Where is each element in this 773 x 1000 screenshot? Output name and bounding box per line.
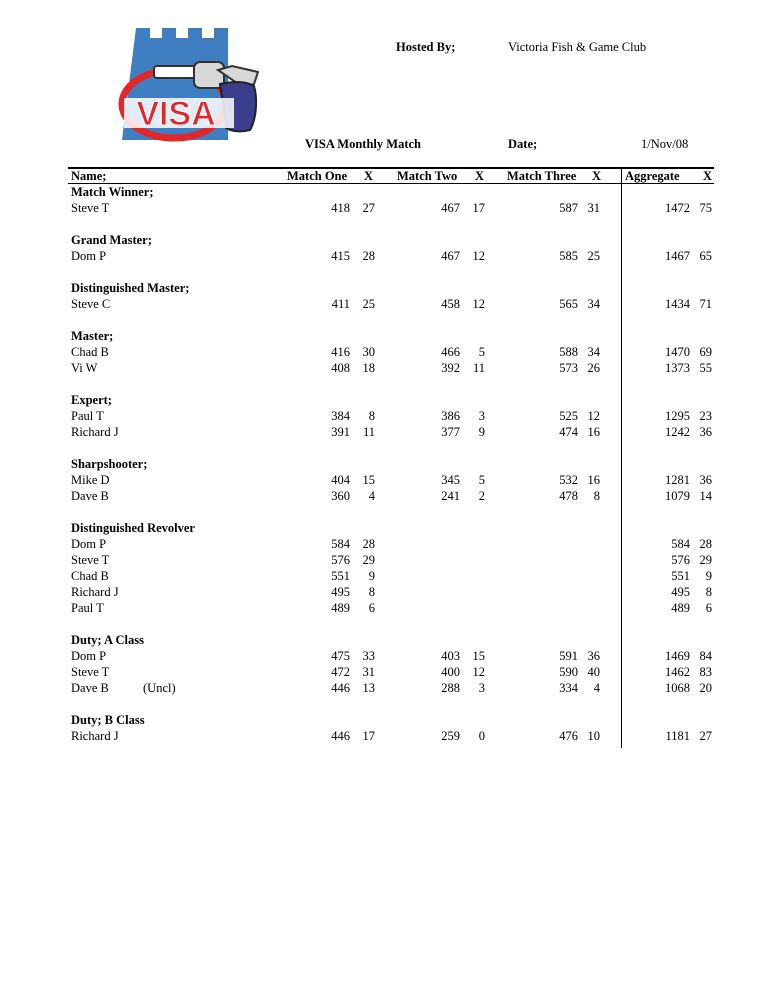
score-m1: 391 [331,425,350,439]
shooter-name: Richard J [71,425,119,439]
category-heading: Grand Master; [71,233,152,247]
col-header-match-one: Match One [287,169,348,183]
score-agg: 1295 [665,409,690,423]
col-header-match-two: Match Two [397,169,458,183]
score-m3: 573 [559,361,578,375]
score-m3: 532 [559,473,578,487]
table-top-rule [68,167,714,169]
score-x2: 9 [478,425,485,439]
score-xa: 84 [699,649,712,663]
score-m3: 587 [559,201,578,215]
score-x2: 2 [478,489,485,503]
score-xa: 6 [705,601,712,615]
score-m1: 360 [331,489,350,503]
score-agg: 1467 [665,249,690,263]
score-m3: 588 [559,345,578,359]
score-m2: 467 [441,249,460,263]
score-m2: 241 [441,489,460,503]
score-agg: 1434 [665,297,690,311]
category-heading: Duty; A Class [71,633,144,647]
col-header-xa: X [703,169,713,183]
score-x1: 13 [362,681,375,695]
score-xa: 69 [699,345,712,359]
score-m1: 475 [331,649,350,663]
score-m1: 404 [331,473,350,487]
score-x2: 12 [472,665,485,679]
shooter-name: Richard J [71,729,119,743]
score-m3: 474 [559,425,578,439]
score-x1: 31 [362,665,375,679]
score-agg: 1472 [665,201,690,215]
score-xa: 29 [699,553,712,567]
score-xa: 9 [705,569,712,583]
score-m3: 591 [559,649,578,663]
col-header-x1: X [364,169,374,183]
score-agg: 495 [671,585,690,599]
score-x2: 3 [478,681,485,695]
score-agg: 551 [671,569,690,583]
score-x3: 12 [587,409,600,423]
score-agg: 1281 [665,473,690,487]
score-m2: 259 [441,729,460,743]
score-agg: 1470 [665,345,690,359]
score-m2: 467 [441,201,460,215]
score-m1: 411 [331,297,350,311]
col-header-x3: X [592,169,602,183]
shooter-name: Dave B [71,681,109,695]
score-m3: 334 [559,681,578,695]
hosted-by-label: Hosted By; [396,40,456,54]
shooter-name: Dave B [71,489,109,503]
score-m2: 345 [441,473,460,487]
score-x1: 8 [368,585,375,599]
score-x3: 16 [587,425,600,439]
category-heading: Distinguished Master; [71,281,190,295]
score-agg: 1181 [665,729,690,743]
date-value: 1/Nov/08 [641,137,689,151]
score-agg: 584 [671,537,690,551]
score-x2: 12 [472,297,485,311]
score-x2: 17 [472,201,485,215]
score-xa: 65 [699,249,712,263]
shooter-note: (Uncl) [143,681,176,695]
shooter-name: Chad B [71,569,109,583]
score-agg: 1462 [665,665,690,679]
shooter-name: Richard J [71,585,119,599]
shooter-name: Dom P [71,537,107,551]
shooter-name: Steve T [71,665,110,679]
score-x1: 25 [362,297,375,311]
score-m1: 446 [331,681,350,695]
score-agg: 1079 [665,489,690,503]
category-heading: Expert; [71,393,112,407]
score-agg: 576 [671,553,690,567]
score-m3: 476 [559,729,578,743]
logo-text: VISA [136,95,216,133]
score-x1: 8 [368,409,375,423]
score-m2: 403 [441,649,460,663]
score-x2: 5 [478,473,485,487]
score-m1: 489 [331,601,350,615]
score-m1: 495 [331,585,350,599]
score-x1: 18 [362,361,375,375]
shooter-name: Steve C [71,297,111,311]
score-agg: 1068 [665,681,690,695]
score-m1: 576 [331,553,350,567]
col-header-aggregate: Aggregate [625,169,680,183]
score-xa: 36 [699,425,712,439]
score-xa: 71 [699,297,712,311]
shooter-name: Dom P [71,649,107,663]
score-x3: 34 [587,297,600,311]
score-xa: 28 [699,537,712,551]
score-x1: 17 [362,729,375,743]
score-m3: 478 [559,489,578,503]
score-x3: 25 [587,249,600,263]
shooter-name: Steve T [71,201,110,215]
score-x3: 40 [587,665,600,679]
score-xa: 75 [699,201,712,215]
score-xa: 20 [699,681,712,695]
score-m1: 418 [331,201,350,215]
score-m3: 565 [559,297,578,311]
category-heading: Match Winner; [71,185,154,199]
score-x3: 26 [587,361,600,375]
score-x1: 28 [362,249,375,263]
score-xa: 14 [699,489,712,503]
score-xa: 27 [699,729,712,743]
score-x2: 5 [478,345,485,359]
score-m2: 386 [441,409,460,423]
score-x2: 12 [472,249,485,263]
score-agg: 1373 [665,361,690,375]
hosted-by-value: Victoria Fish & Game Club [508,40,647,54]
category-heading: Sharpshooter; [71,457,148,471]
score-x3: 4 [593,681,600,695]
shooter-name: Steve T [71,553,110,567]
score-x1: 30 [362,345,375,359]
category-heading: Distinguished Revolver [71,521,195,535]
score-xa: 55 [699,361,712,375]
col-header-name: Name; [71,169,107,183]
score-x3: 34 [587,345,600,359]
score-xa: 36 [699,473,712,487]
score-x1: 6 [368,601,375,615]
score-xa: 8 [705,585,712,599]
score-m1: 446 [331,729,350,743]
score-x1: 28 [362,537,375,551]
score-x2: 11 [472,361,485,375]
score-x3: 36 [587,649,600,663]
col-header-match-three: Match Three [507,169,577,183]
score-m2: 392 [441,361,460,375]
aggregate-divider [621,168,622,748]
score-x3: 8 [593,489,600,503]
score-m2: 458 [441,297,460,311]
shooter-name: Paul T [71,601,104,615]
shooter-name: Paul T [71,409,104,423]
score-x3: 31 [587,201,600,215]
score-m2: 466 [441,345,460,359]
shooter-name: Chad B [71,345,109,359]
score-m2: 400 [441,665,460,679]
shooter-name: Vi W [71,361,98,375]
category-heading: Duty; B Class [71,713,145,727]
score-m1: 584 [331,537,350,551]
visa-logo [94,22,259,150]
score-m1: 408 [331,361,350,375]
score-m3: 590 [559,665,578,679]
score-agg: 1242 [665,425,690,439]
table-header-rule [68,183,714,184]
score-x1: 11 [362,425,375,439]
score-agg: 489 [671,601,690,615]
score-m1: 384 [331,409,350,423]
score-m2: 377 [441,425,460,439]
score-x3: 16 [587,473,600,487]
score-x2: 0 [478,729,485,743]
category-heading: Master; [71,329,114,343]
shooter-name: Dom P [71,249,107,263]
score-m3: 585 [559,249,578,263]
score-x1: 33 [362,649,375,663]
score-x2: 3 [478,409,485,423]
score-m3: 525 [559,409,578,423]
score-m1: 472 [331,665,350,679]
score-x2: 15 [472,649,485,663]
match-title: VISA Monthly Match [305,137,421,151]
score-xa: 23 [699,409,712,423]
score-agg: 1469 [665,649,690,663]
score-m2: 288 [441,681,460,695]
score-x3: 10 [587,729,600,743]
score-m1: 416 [331,345,350,359]
score-x1: 15 [362,473,375,487]
score-m1: 415 [331,249,350,263]
score-x1: 9 [368,569,375,583]
score-x1: 29 [362,553,375,567]
score-x1: 27 [362,201,375,215]
score-m1: 551 [331,569,350,583]
date-label: Date; [508,137,538,151]
score-xa: 83 [699,665,712,679]
col-header-x2: X [475,169,485,183]
score-x1: 4 [368,489,375,503]
shooter-name: Mike D [71,473,110,487]
